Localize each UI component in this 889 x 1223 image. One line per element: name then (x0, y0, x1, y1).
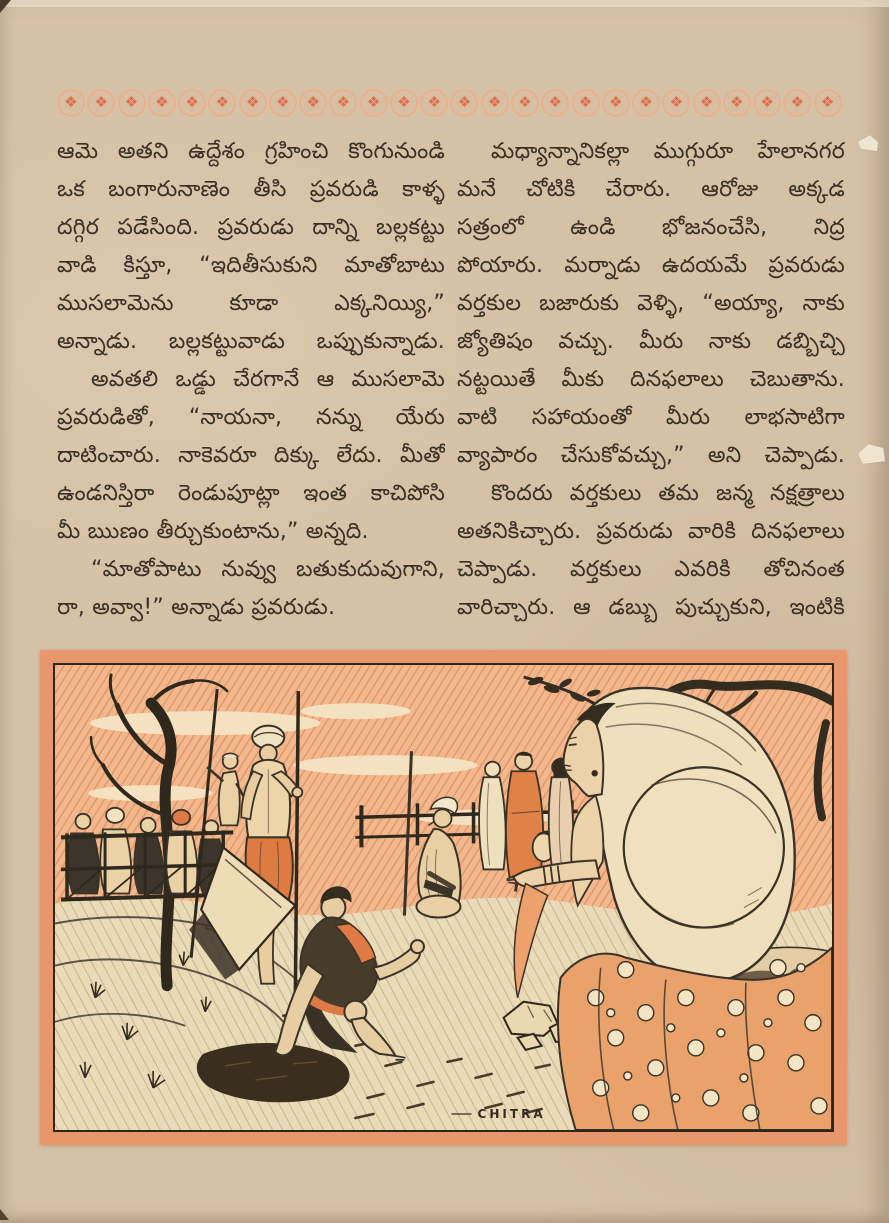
text-line: జ్యోతిషం వచ్చు. మీరు నాకు డబ్బిచ్చి (457, 329, 845, 354)
flower-motif-icon: ❖ (299, 89, 327, 117)
flower-motif-icon: ❖ (390, 89, 418, 117)
flower-motif-icon: ❖ (632, 89, 660, 117)
text-line: వాడి కిస్తూ, “ఇదితీసుకుని మాతోబాటు (57, 253, 445, 278)
illustration-artwork (53, 663, 834, 1132)
flower-motif-icon: ❖ (814, 89, 842, 117)
riverbank-scene (55, 665, 832, 1130)
text-line: “మాతోపాటు నువ్వు బతుకుదువుగాని, (91, 557, 445, 582)
flower-motif-icon: ❖ (572, 89, 600, 117)
text-line: సత్రంలో ఉండి భోజనంచేసి, నిద్ర (457, 215, 845, 240)
text-line: నట్టయితే మీకు దినఫలాలు చెబుతాను. (457, 367, 845, 392)
text-line: వారిచ్చారు. ఆ డబ్బు పుచ్చుకుని, ఇంటికి (457, 595, 845, 620)
flower-motif-icon: ❖ (450, 89, 478, 117)
flower-motif-icon: ❖ (541, 89, 569, 117)
text-line: పోయారు. మర్నాడు ఉదయమే ప్రవరుడు (457, 253, 845, 278)
text-line: వాటి సహాయంతో మీరు లాభసాటిగా (457, 405, 845, 430)
text-line: చెప్పాడు. వర్తకులు ఎవరికి తోచినంత (457, 557, 845, 582)
story-text (57, 133, 845, 627)
flower-motif-icon: ❖ (57, 89, 85, 117)
flower-motif-icon: ❖ (693, 89, 721, 117)
decorative-border (57, 88, 842, 117)
flower-motif-icon: ❖ (602, 89, 630, 117)
text-line: మనే చోటికి చేరారు. ఆరోజు అక్కడ (457, 177, 845, 202)
text-line: ఆమె అతని ఉద్దేశం గ్రహించి కొంగునుండి (57, 139, 445, 164)
text-line: దాటించారు. నాకెవరూ దిక్కు లేదు. మీతో (57, 443, 445, 468)
flower-motif-icon: ❖ (269, 89, 297, 117)
text-line: అవతలి ఒడ్డు చేరగానే ఆ ముసలామె (91, 367, 445, 392)
page-tear (857, 134, 879, 152)
text-line: వ్యాపారం చేసుకోవచ్చు,” అని చెప్పాడు. (457, 443, 845, 468)
flower-motif-icon: ❖ (239, 89, 267, 117)
text-line: రా, అవ్వా!” అన్నాడు ప్రవరుడు. (57, 595, 336, 620)
flower-motif-icon: ❖ (783, 89, 811, 117)
story-illustration (40, 650, 847, 1145)
text-line: మీ ఋణం తీర్చుకుంటాను,” అన్నది. (57, 519, 369, 544)
page-top-edge (0, 0, 889, 7)
raised-fist (411, 940, 424, 953)
flower-motif-icon: ❖ (662, 89, 690, 117)
flower-motif-icon: ❖ (118, 89, 146, 117)
text-line: దగ్గిర పడేసింది. ప్రవరుడు దాన్ని బల్లకట్టు (57, 215, 445, 240)
flower-motif-icon: ❖ (753, 89, 781, 117)
text-column-right (457, 133, 845, 627)
text-column-left (57, 133, 445, 627)
flower-motif-icon: ❖ (178, 89, 206, 117)
text-line: ప్రవరుడితో, “నాయనా, నన్ను యేరు (57, 405, 445, 430)
orange-robe (506, 771, 543, 877)
text-line: కొందరు వర్తకులు తమ జన్మ నక్షత్రాలు (491, 481, 845, 506)
flower-motif-icon: ❖ (723, 89, 751, 117)
flower-motif-icon: ❖ (329, 89, 357, 117)
flower-motif-icon: ❖ (87, 89, 115, 117)
text-line: వర్తకుల బజారుకు వెళ్ళి, “అయ్యా, నాకు (457, 291, 845, 316)
flower-motif-icon: ❖ (360, 89, 388, 117)
text-line: ఒక బంగారునాణెం తీసి ప్రవరుడి కాళ్ళ (57, 177, 445, 202)
page-tear (857, 442, 885, 464)
text-line: ఉండనిస్తిరా రెండుపూట్లా ఇంత కాచిపోసి (57, 481, 445, 506)
signature-text: CHITRA (477, 1106, 546, 1121)
flower-motif-icon: ❖ (481, 89, 509, 117)
text-line: ముసలామెను కూడా ఎక్కనియ్యి,” (57, 291, 445, 316)
text-line: అన్నాడు. బల్లకట్టువాడు ఒప్పుకున్నాడు. (57, 329, 445, 354)
text-line: మధ్యాన్నానికల్లా ముగ్గురూ హేలానగర (491, 139, 845, 164)
flower-motif-icon: ❖ (148, 89, 176, 117)
earring (591, 770, 597, 776)
flower-motif-icon: ❖ (208, 89, 236, 117)
text-line: అతనికిచ్చారు. ప్రవరుడు వారికి దినఫలాలు (457, 519, 845, 544)
flower-motif-icon: ❖ (420, 89, 448, 117)
flower-motif-icon: ❖ (511, 89, 539, 117)
page-corner-mark (0, 1209, 9, 1220)
